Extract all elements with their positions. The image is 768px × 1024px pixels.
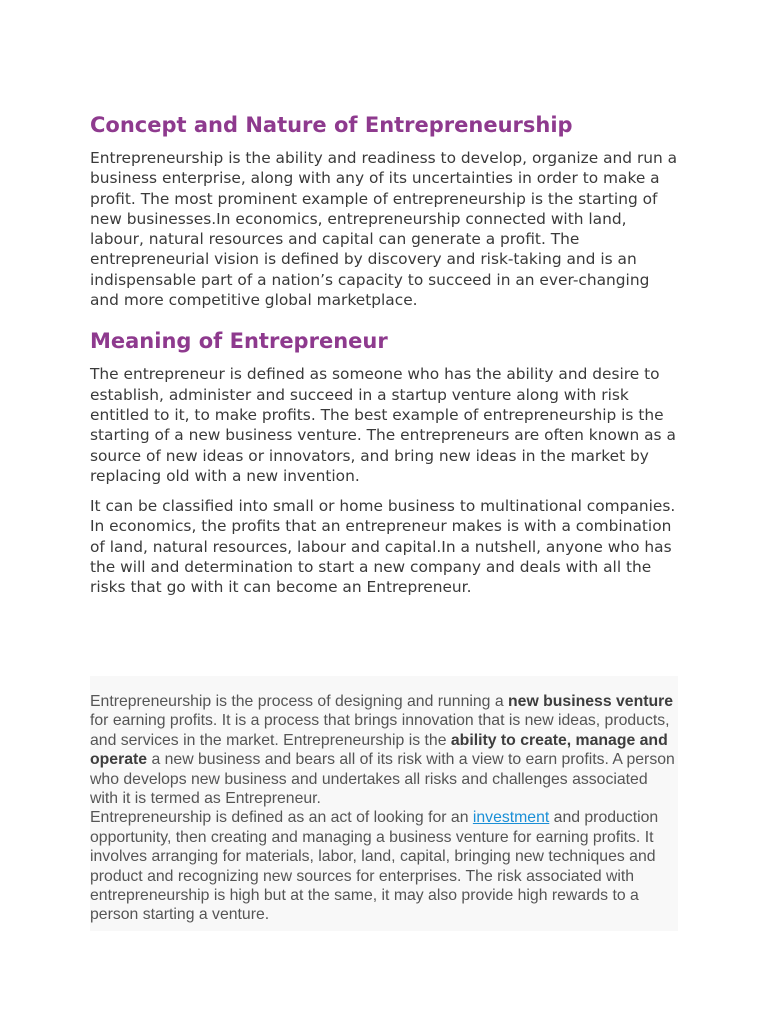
paragraph-concept: Entrepreneurship is the ability and readiness to develop, organize and run a business enterprise, along with any of its uncertainties in order to make a profit. The most prominent example of entrepreneurship is the starting of new businesses.In economics, entrepreneurship connected with land, labour, natural resources and capital can generate a profit. The entrepreneurial vision is defined by discovery and risk-taking and is an indispensable part of a nation’s capacity to succeed in an ever-changing and more competitive global marketplace. [90,149,678,310]
section-heading-concept: Concept and Nature of Entrepreneurship [90,113,573,137]
quote-paragraph-2 [90,808,678,924]
quoted-definition-block [90,676,678,931]
quote-bold-text: ability to create, manage and operate [90,731,668,769]
quote-text: and production opportunity, then creating and managing a business venture for earning profits. It involves arranging for materials, labor, land, capital, bringing new techniques and product and recognizing new sources for enterprises. The risk associated with entrepreneurship is high but at the same, it may also provide high rewards to a person starting a venture. [90,809,659,924]
quote-paragraph-1 [90,692,678,808]
quote-bold-text: new business venture [508,693,674,710]
quote-text: Entrepreneurship is defined as an act of looking for an [90,809,473,827]
investment-link[interactable]: investment [472,809,550,827]
quote-text: Entrepreneurship is the process of designing and running a [90,693,509,710]
quote-text: a new business and bears all of its risk with a view to earn profits. A person who develops new business and undertakes all risks and challenges associated with it is termed as Entrepreneur. [90,751,675,808]
section-heading-meaning: Meaning of Entrepreneur [90,329,388,354]
quote-text: for earning profits. It is a process that brings innovation that is new ideas, products, and services in the market. Entrepreneurship is the [90,712,670,749]
paragraph-meaning-2: It can be classified into small or home business to multinational companies. In economics, the profits that an entrepreneur makes is with a combination of land, natural resources, labour and capital.In a nutshell, anyone who has the will and determination to start a new company and deals with all the risks that go with it can become an Entrepreneur. [90,497,676,597]
document-body [90,110,680,608]
paragraph-meaning-1: The entrepreneur is defined as someone who has the ability and desire to establish, administer and succeed in a startup venture along with risk entitled to it, to make profits. The best example of entrepreneurship is the starting of a new business venture. The entrepreneurs are often known as a source of new ideas or innovators, and bring new ideas in the market by replacing old with a new invention. [90,365,676,485]
